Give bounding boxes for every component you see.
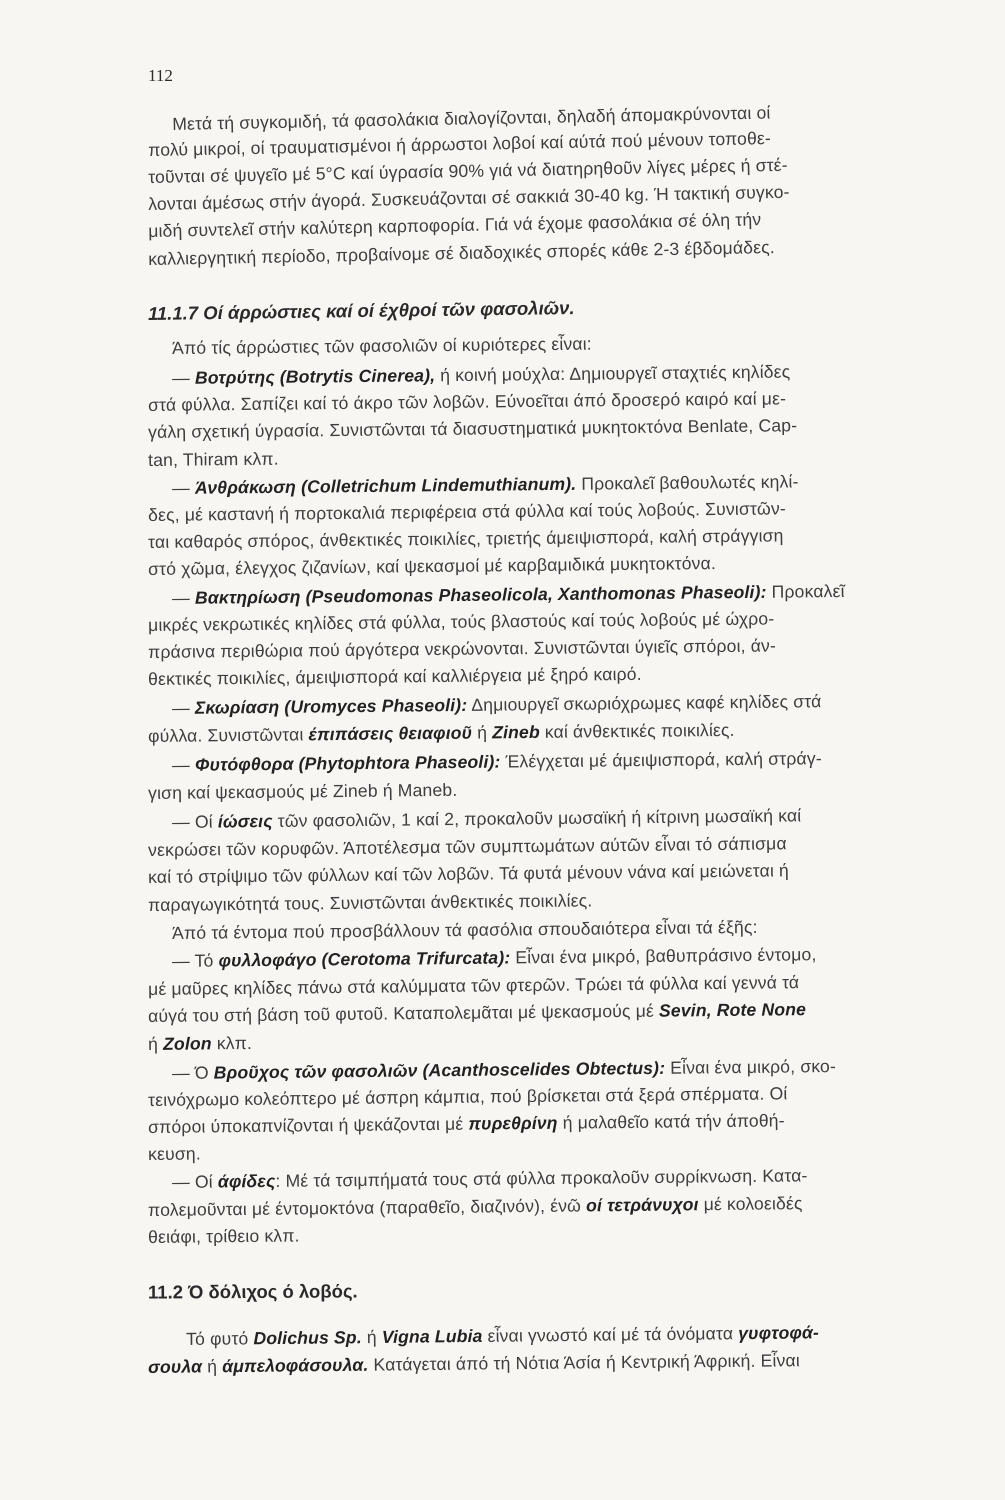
text-line: πολεμοῦνται μέ έντομοκτόνα (παραθεῖο, διαζινόν), ένῶ οί τετράνυχοι μέ κολοειδές xyxy=(148,1193,803,1220)
disease-name: Φυτόφθορα (Phytophtora Phaseoli): xyxy=(194,751,501,775)
phytophthora-entry: — Φυτόφθορα (Phytophtora Phaseoli): Έλέγχεται μέ άμειψισπορά, καλή στράγ- xyxy=(172,748,822,775)
text-line: κευση. xyxy=(148,1143,201,1164)
leaf-beetle-entry: — Τό φυλλοφάγο (Cerotoma Trifurcata): Εἶναι ένα μικρό, βαθυπράσινο έντομο, xyxy=(172,944,817,971)
pest-name: Βροῦχος τῶν φασολιῶν (Acanthoscelides Obtectus): xyxy=(213,1057,666,1083)
disease-name: Βοτρύτης (Botrytis Cinerea), xyxy=(194,365,436,388)
text-line: τεινόχρωμο κολεόπτερο μέ άσπρη κάμπια, πού βρίσκεται στά ξερά σπέρματα. Οί xyxy=(148,1083,788,1110)
text-line: γιση καί ψεκασμούς μέ Zineb ή Maneb. xyxy=(148,779,458,803)
text-line: καλλιεργητική περίοδο, προβαίνομε σέ διαδοχικές σπορές κάθε 2-3 έβδομάδες. xyxy=(148,236,775,269)
text-line: Μετά τή συγκομιδή, τά φασολάκια διαλογίζονται, δηλαδή άπομακρύνονται οί xyxy=(172,102,771,134)
text-line: θεκτικές ποικιλίες, άμειψισπορά καί καλλιέργεια μέ ξηρό καιρό. xyxy=(148,663,642,689)
bacteriosis-entry: — Βακτηρίωση (Pseudomonas Phaseolicola, Xanthomonas Phaseoli): Προκαλεῖ xyxy=(172,580,845,608)
bean-weevil-entry: — Ό Βροῦχος τῶν φασολιῶν (Acanthoscelides Obtectus): Εἶναι ένα μικρό, σκο- xyxy=(172,1056,837,1083)
text-line: δες, μέ καστανή ή πορτοκαλιά περιφέρεια στά φύλλα καί τούς λοβούς. Συνιστῶν- xyxy=(148,498,786,525)
text-line: πολύ μικροί, οί τραυματισμένοι ή άρρωστοι λοβοί καί αύτά πού μένουν τοποθε- xyxy=(148,128,772,160)
text-line: Τό φυτό Dolichus Sp. ή Vigna Lubia εἶναι γνωστό καί μέ τά όνόματα γυφτοφά- xyxy=(186,1322,820,1349)
text-line: καί τό στρίψιμο τῶν φύλλων καί τῶν λοβῶν. Τά φυτά μένουν νάνα καί μειώνεται ή xyxy=(148,860,790,887)
section-heading: 11.2 Ό δόλιχος ό λοβός. xyxy=(147,1280,358,1303)
pests-intro: Άπό τά έντομα πού προσβάλλουν τά φασόλια σπουδαιότερα εἶναι τά έξῆς: xyxy=(172,916,758,943)
text-line: λονται άμέσως στήν άγορά. Συσκευάζονται σέ σακκιά 30-40 kg. Ή τακτική συγκο- xyxy=(148,181,790,214)
text-line: tan, Thiram κλπ. xyxy=(148,448,279,470)
page-number: 112 xyxy=(148,66,173,85)
text-line: παραγωγικότητά τους. Συνιστῶνται άνθεκτικές ποικιλίες. xyxy=(148,890,593,915)
disease-name: Άνθράκωση (Colletrichum Lindemuthianum). xyxy=(194,473,577,498)
text-line: σουλα ή άμπελοφάσουλα. Κατάγεται άπό τή Νότια Άσία ή Κεντρική Άφρική. Εἶναι xyxy=(148,1350,800,1377)
text-line: μικρές νεκρωτικές κηλίδες στά φύλλα, τούς βλαστούς καί τούς λοβούς μέ ώχρο- xyxy=(148,608,775,635)
viruses-entry: — Οί ίώσεις τῶν φασολιῶν, 1 καί 2, προκαλοῦν μωσαϊκή ή κίτρινη μωσαϊκή καί xyxy=(172,805,802,832)
text-line: αύγά του στή βάση τοῦ φυτοῦ. Καταπολεμᾶται μέ ψεκασμούς μέ Sevin, Rote None xyxy=(148,999,807,1026)
text-line: στό χῶμα, έλεγχος ζιζανίων, καί ψεκασμοί μέ καρβαμιδικά μυκητοκτόνα. xyxy=(148,553,717,579)
disease-name: Σκωρίαση (Uromyces Phaseoli): xyxy=(194,694,468,718)
anthracnose-entry: — Άνθράκωση (Colletrichum Lindemuthianum). Προκαλεῖ βαθουλωτές κηλί- xyxy=(172,471,799,498)
text-line: ή Zolon κλπ. xyxy=(148,1032,253,1054)
botrytis-entry: — Βοτρύτης (Botrytis Cinerea), ή κοινή μούχλα: Δημιουργεῖ σταχτιές κηλίδες xyxy=(172,361,791,388)
rust-entry: — Σκωρίαση (Uromyces Phaseoli): Δημιουργεῖ σκωριόχρωμες καφέ κηλίδες στά xyxy=(172,691,822,718)
disease-name: ίώσεις xyxy=(217,810,273,832)
text-line: σπόροι ύποκαπνίζονται ή ψεκάζονται μέ πυρεθρίνη ή μαλαθεῖο κατά τήν άποθή- xyxy=(148,1110,785,1137)
text-line: θειάφι, τρίθειο κλπ. xyxy=(148,1225,300,1247)
text-line: νεκρώσει τῶν κορυφῶν. Άποτέλεσμα τῶν συμπτωμάτων αύτῶν εἶναι τό σάπισμα xyxy=(148,833,787,860)
text-line: γάλη σχετική ύγρασία. Συνιστῶνται τά διασυστηματικά μυκητοκτόνα Benlate, Cap- xyxy=(148,415,798,442)
text-line: στά φύλλα. Σαπίζει καί τό άκρο τῶν λοβῶν. Εύνοεῖται άπό δροσερό καιρό καί με- xyxy=(148,388,787,415)
text-line: τοῦνται σέ ψυγεῖο μέ 5°C καί ύγρασία 90% γιά νά διατηρηθοῦν λίγες μέρες ή στέ- xyxy=(148,154,788,187)
aphids-entry: — Οί άφίδες: Μέ τά τσιμπήματά τους στά φύλλα προκαλοῦν συρρίκνωση. Κατα- xyxy=(172,1165,808,1192)
text-line: μιδή συντελεῖ στήν καλύτερη καρποφορία. Γιά νά έχομε φασολάκια σέ όλη τήν xyxy=(148,209,762,241)
text-line: μέ μαῦρες κηλίδες πάνω στά καλύμματα τῶν φτερῶν. Τρώει τά φύλλα καί γεννά τά xyxy=(148,972,800,999)
section-heading: 11.1.7 Οί άρρώστιες καί οί έχθροί τῶν φασολιῶν. xyxy=(147,297,575,324)
text-line: φύλλα. Συνιστῶνται έπιπάσεις θειαφιοῦ ή Zineb καί άνθεκτικές ποικιλίες. xyxy=(148,719,735,746)
pest-name: άφίδες xyxy=(217,1170,276,1192)
diseases-intro: Άπό τίς άρρώστιες τῶν φασολιῶν οί κυριότερες εἶναι: xyxy=(172,333,592,358)
disease-name: Βακτηρίωση (Pseudomonas Phaseolicola, Xanthomonas Phaseoli): xyxy=(194,581,767,608)
text-line: ται καθαρός σπόρος, άνθεκτικές ποικιλίες, τριετής άμειψισπορά, καλή στράγγιση xyxy=(148,525,784,552)
text-line: πράσινα περιθώρια πού άργότερα νεκρώνονται. Συνιστῶνται ύγιεῖς σπόροι, άν- xyxy=(148,635,777,662)
pest-name: φυλλοφάγο (Cerotoma Trifurcata): xyxy=(218,947,511,971)
